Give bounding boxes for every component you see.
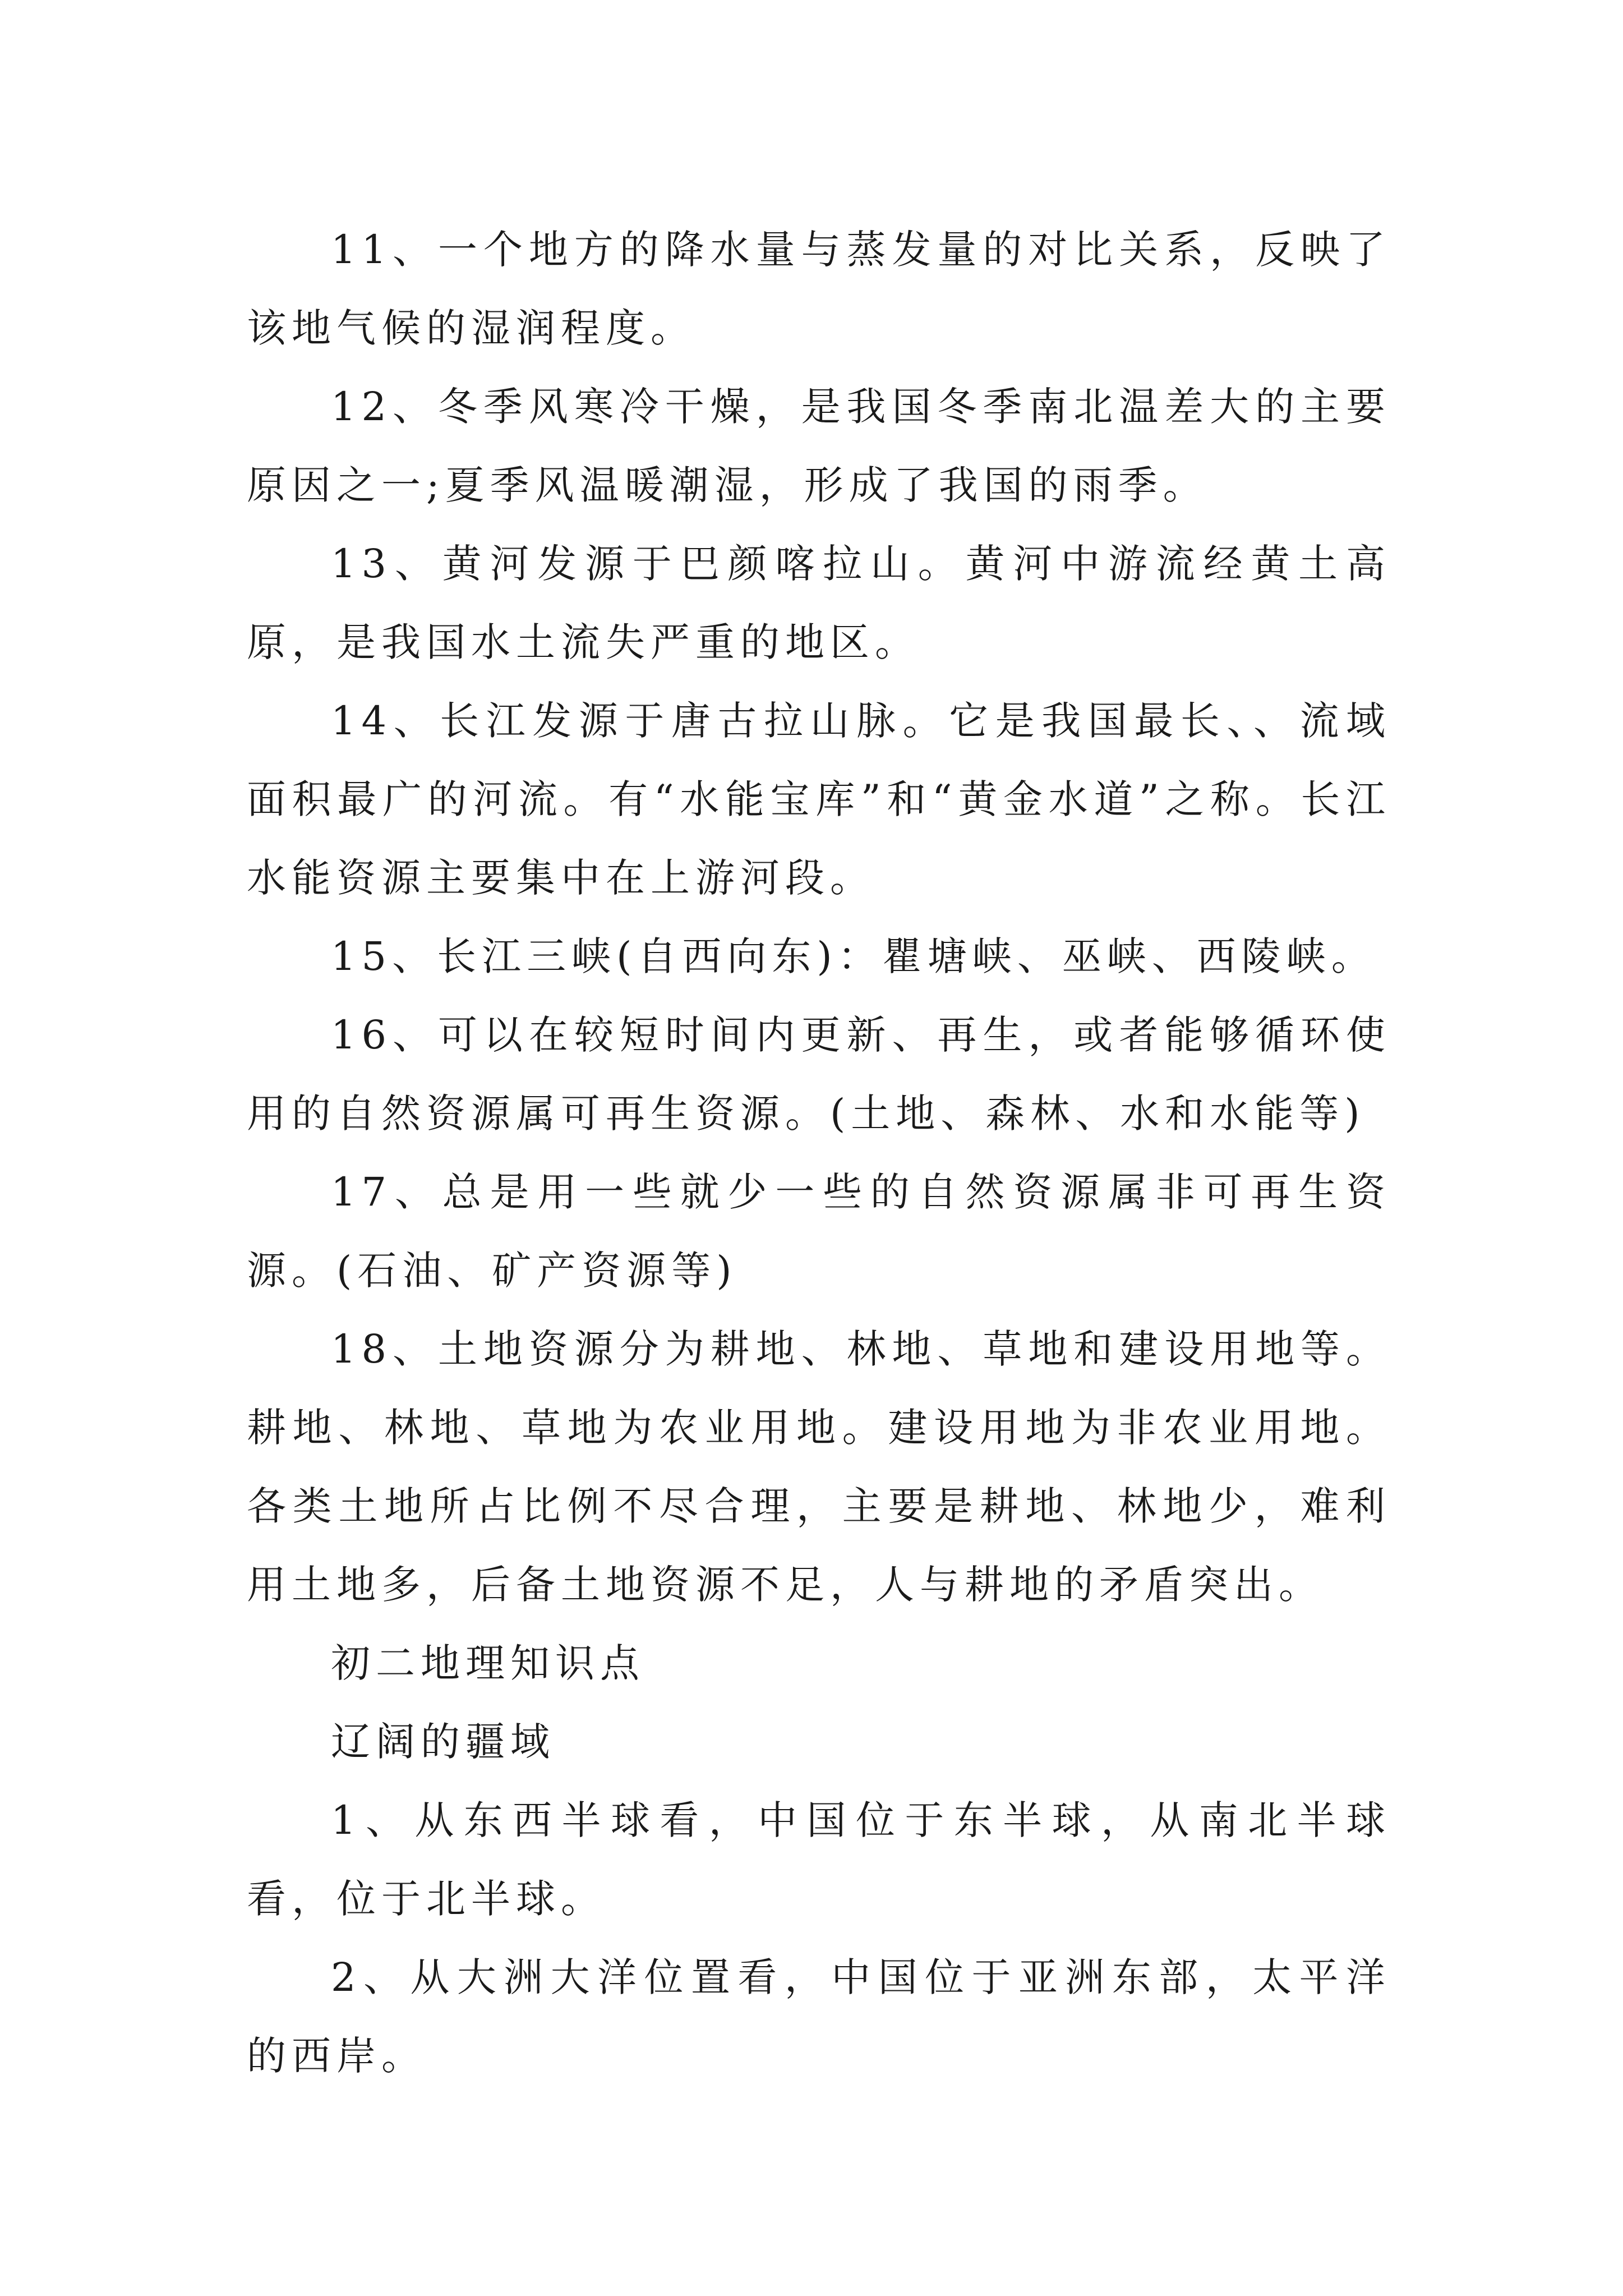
section-heading: 初二地理知识点	[331, 1640, 645, 1686]
paragraph-14: 14、长江发源于唐古拉山脉。它是我国最长、、流域面积最广的河流。有“水能宝库”和“黄金水道”之称。长江水能资源主要集中在上游河段。	[247, 698, 1391, 901]
paragraph-2: 2、从大洲大洋位置看，中国位于亚洲东部，太平洋的西岸。	[247, 1954, 1391, 2079]
subsection-heading: 辽阔的疆域	[331, 1719, 555, 1765]
paragraph-15: 15、长江三峡(自西向东)：瞿塘峡、巫峡、西陵峡。	[331, 933, 1376, 979]
document-body	[247, 210, 1391, 2095]
paragraph-1: 1、从东西半球看，中国位于东半球，从南北半球看，位于北半球。	[247, 1797, 1391, 1922]
paragraph-13: 13、黄河发源于巴颜喀拉山。黄河中游流经黄土高原，是我国水土流失严重的地区。	[247, 541, 1391, 665]
paragraph-16: 16、可以在较短时间内更新、再生，或者能够循环使用的自然资源属可再生资源。(土地、森林、水和水能等)	[247, 1012, 1391, 1137]
paragraph-18: 18、土地资源分为耕地、林地、草地和建设用地等。耕地、林地、草地为农业用地。建设用地为非农业用地。各类土地所占比例不尽合理，主要是耕地、林地少，难利用土地多，后备土地资源不足，人与耕地的矛盾突出。	[247, 1326, 1391, 1608]
paragraph-12: 12、冬季风寒冷干燥，是我国冬季南北温差大的主要原因之一;夏季风温暖潮湿，形成了我国的雨季。	[247, 384, 1391, 508]
paragraph-11: 11、一个地方的降水量与蒸发量的对比关系，反映了该地气候的湿润程度。	[247, 227, 1391, 351]
paragraph-17: 17、总是用一些就少一些的自然资源属非可再生资源。(石油、矿产资源等)	[247, 1169, 1391, 1294]
